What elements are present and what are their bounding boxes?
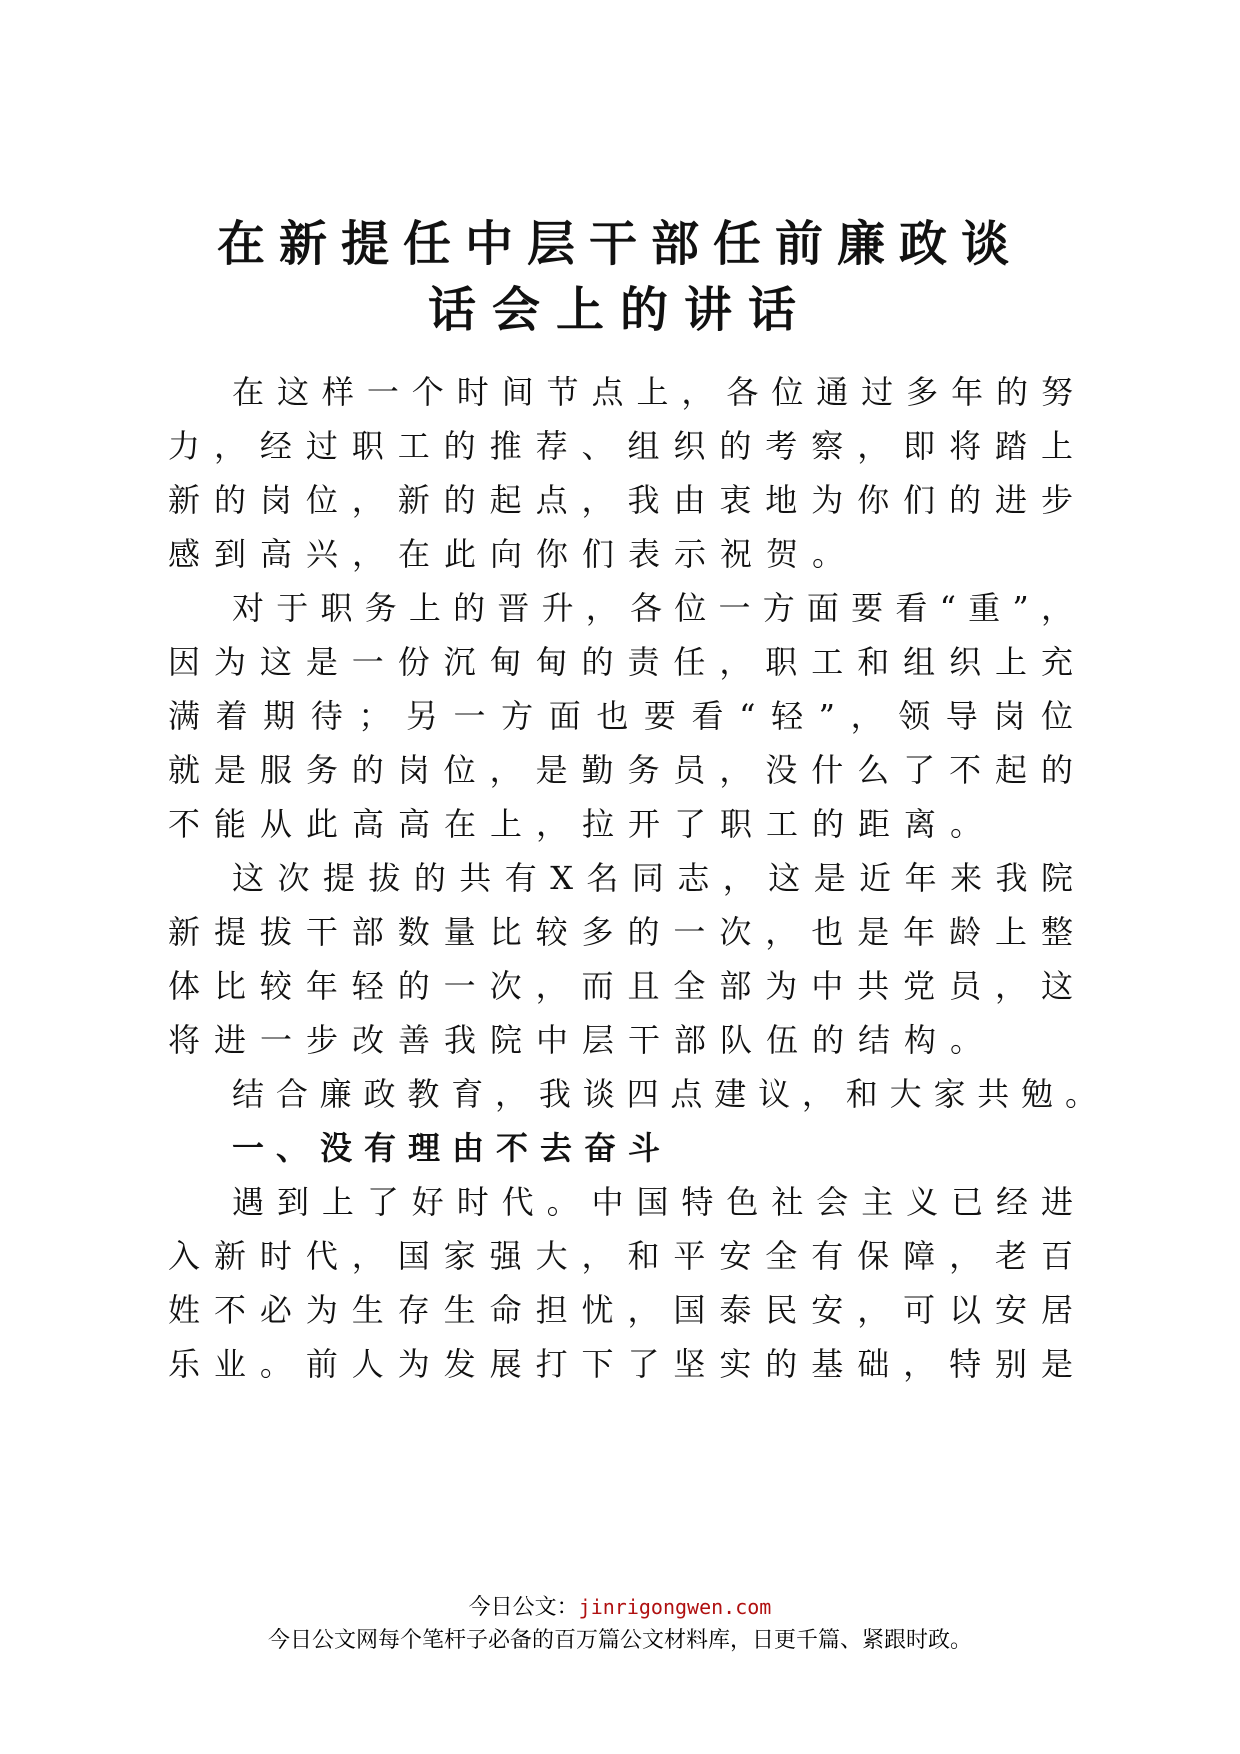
body-line: 乐业。前人为发展打下了坚实的基础，特别是 xyxy=(168,1345,1073,1383)
body-line: 满着期待；另一方面也要看“轻”，领导岗位 xyxy=(168,697,1073,735)
body-line: 不能从此高高在上，拉开了职工的距离。 xyxy=(168,805,997,843)
body-line: 入新时代，国家强大，和平安全有保障，老百 xyxy=(168,1237,1073,1275)
document-title-line-1: 在新提任中层干部任前廉政谈 xyxy=(216,216,1023,272)
body-line: 在这样一个时间节点上，各位通过多年的努 xyxy=(232,373,1073,411)
section-heading: 一、没有理由不去奋斗 xyxy=(232,1129,673,1167)
body-line: 将进一步改善我院中层干部队伍的结构。 xyxy=(168,1021,997,1059)
footer-site-line xyxy=(0,1592,1240,1623)
body-line: 就是服务的岗位，是勤务员，没什么了不起的 xyxy=(168,751,1073,789)
document-title-line-2: 话会上的讲话 xyxy=(427,282,812,338)
body-line: 感到高兴，在此向你们表示祝贺。 xyxy=(168,535,859,573)
body-line: 体比较年轻的一次，而且全部为中共党员，这 xyxy=(168,967,1073,1005)
body-line: 新的岗位，新的起点，我由衷地为你们的进步 xyxy=(168,481,1073,519)
body-line: 对于职务上的晋升，各位一方面要看“重”， xyxy=(232,589,1073,627)
body-line: 这次提拔的共有X名同志，这是近年来我院 xyxy=(232,859,1073,897)
body-line: 因为这是一份沉甸甸的责任，职工和组织上充 xyxy=(168,643,1073,681)
footer-tagline: 今日公文网每个笔杆子必备的百万篇公文材料库，日更千篇、紧跟时政。 xyxy=(267,1628,972,1653)
body-line: 遇到上了好时代。中国特色社会主义已经进 xyxy=(232,1183,1073,1221)
footer-site-link[interactable]: jinrigongwen.com xyxy=(578,1595,772,1619)
footer-site-label: 今日公文： xyxy=(468,1595,579,1620)
body-line: 结合廉政教育，我谈四点建议，和大家共勉。 xyxy=(232,1075,1097,1113)
body-line: 新提拔干部数量比较多的一次，也是年龄上整 xyxy=(168,913,1073,951)
body-line: 力，经过职工的推荐、组织的考察，即将踏上 xyxy=(168,427,1073,465)
body-line: 姓不必为生存生命担忧，国泰民安，可以安居 xyxy=(168,1291,1073,1329)
